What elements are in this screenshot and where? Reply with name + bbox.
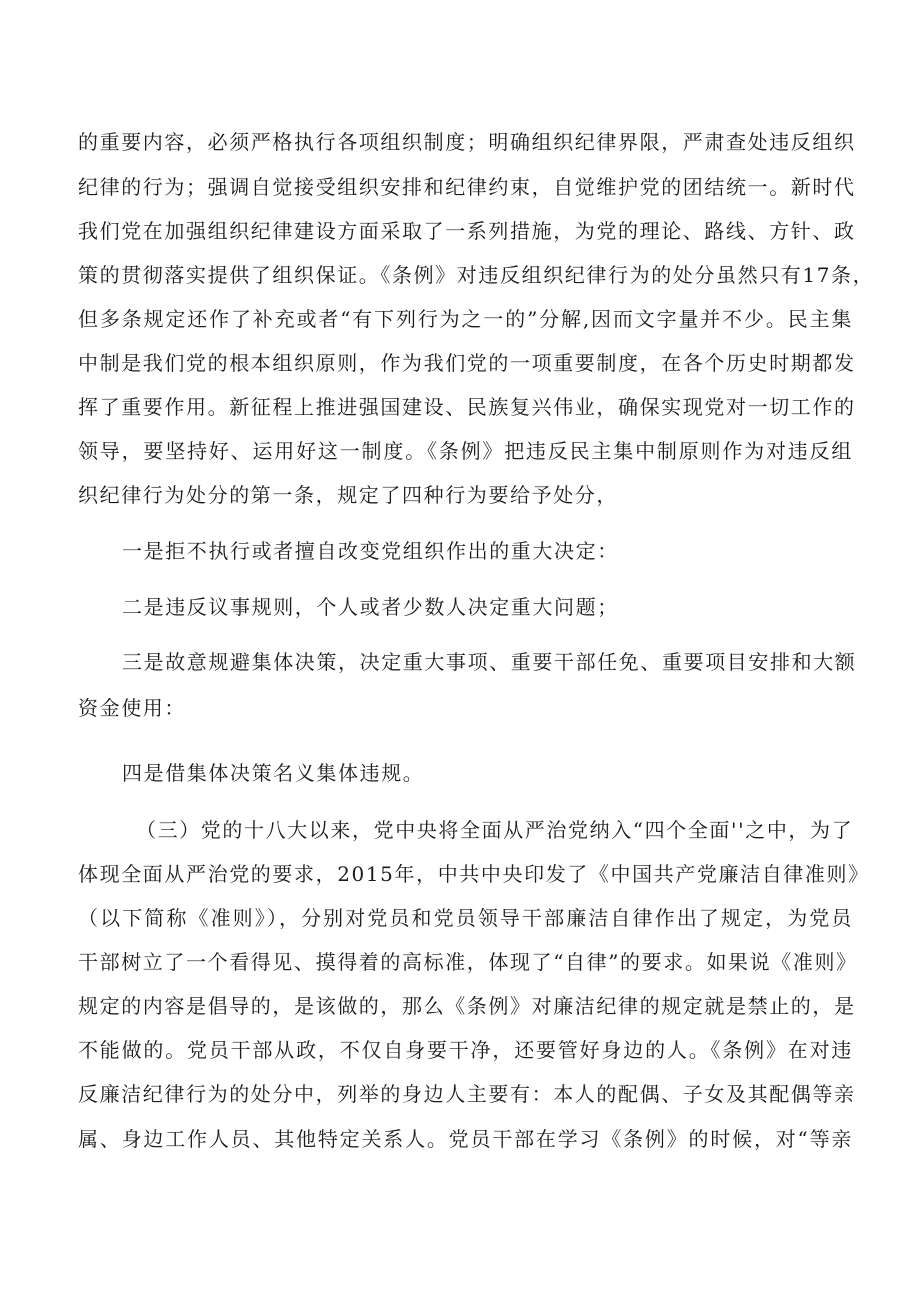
paragraph-1-line-1: 的重要内容，必须严格执行各项组织制度；明确组织纪律界限，严肃查处违反组织 <box>78 130 856 154</box>
paragraph-2-line-2: 体现全面从严治党的要求，2015年，中共中央印发了《中国共产党廉洁自律准则》 <box>78 862 870 886</box>
paragraph-1-line-7: 挥了重要作用。新征程上推进强国建设、民族复兴伟业，确保实现党对一切工作的 <box>78 395 856 419</box>
list-item-1: 一是拒不执行或者擅自改变党组织作出的重大决定： <box>122 539 619 563</box>
list-item-4: 四是借集体决策名义集体违规。 <box>122 761 425 785</box>
paragraph-1-line-5: 但多条规定还作了补充或者“有下列行为之一的”分解,因而文字量并不少。民主集 <box>78 307 853 331</box>
list-item-3-line-2: 资金使用： <box>78 696 186 720</box>
paragraph-2-line-6: 不能做的。党员干部从政，不仅自身要干净，还要管好身边的人。《条例》在对违 <box>78 1038 853 1062</box>
paragraph-2-line-8: 属、身边工作人员、其他特定关系人。党员干部在学习《条例》的时候，对“等亲 <box>78 1127 853 1151</box>
paragraph-1-line-8: 领导，要坚持好、运用好这一制度。《条例》把违反民主集中制原则作为对违反组 <box>78 439 853 463</box>
paragraph-2-line-3: （以下简称《准则》），分别对党员和党员领导干部廉洁自律作出了规定，为党员 <box>78 906 853 930</box>
paragraph-1-line-9: 织纪律行为处分的第一条，规定了四种行为要给予处分， <box>78 483 618 507</box>
paragraph-1-line-3: 我们党在加强组织纪律建设方面采取了一系列措施，为党的理论、路线、方针、政 <box>78 219 856 243</box>
paragraph-1-line-6: 中制是我们党的根本组织原则，作为我们党的一项重要制度，在各个历史时期都发 <box>78 351 856 375</box>
paragraph-1-line-2: 纪律的行为；强调自觉接受组织安排和纪律约束，自觉维护党的团结统一。新时代 <box>78 175 856 199</box>
paragraph-2-line-5: 规定的内容是倡导的，是该做的，那么《条例》对廉洁纪律的规定就是禁止的，是 <box>78 994 856 1018</box>
paragraph-1-line-4: 策的贯彻落实提供了组织保证。《条例》对违反组织纪律行为的处分虽然只有17条， <box>78 263 875 287</box>
list-item-3-line-1: 三是故意规避集体决策，决定重大事项、重要干部任免、重要项目安排和大额 <box>122 650 857 674</box>
paragraph-2-line-1: （三）党的十八大以来，党中央将全面从严治党纳入“四个全面''之中，为了 <box>136 818 854 842</box>
paragraph-2-line-7: 反廉洁纪律行为的处分中，列举的身边人主要有：本人的配偶、子女及其配偶等亲 <box>78 1082 856 1106</box>
list-item-2: 二是违反议事规则，个人或者少数人决定重大问题； <box>122 595 619 619</box>
paragraph-2-line-4: 干部树立了一个看得见、摸得着的高标准，体现了“自律”的要求。如果说《准则》 <box>78 950 858 974</box>
